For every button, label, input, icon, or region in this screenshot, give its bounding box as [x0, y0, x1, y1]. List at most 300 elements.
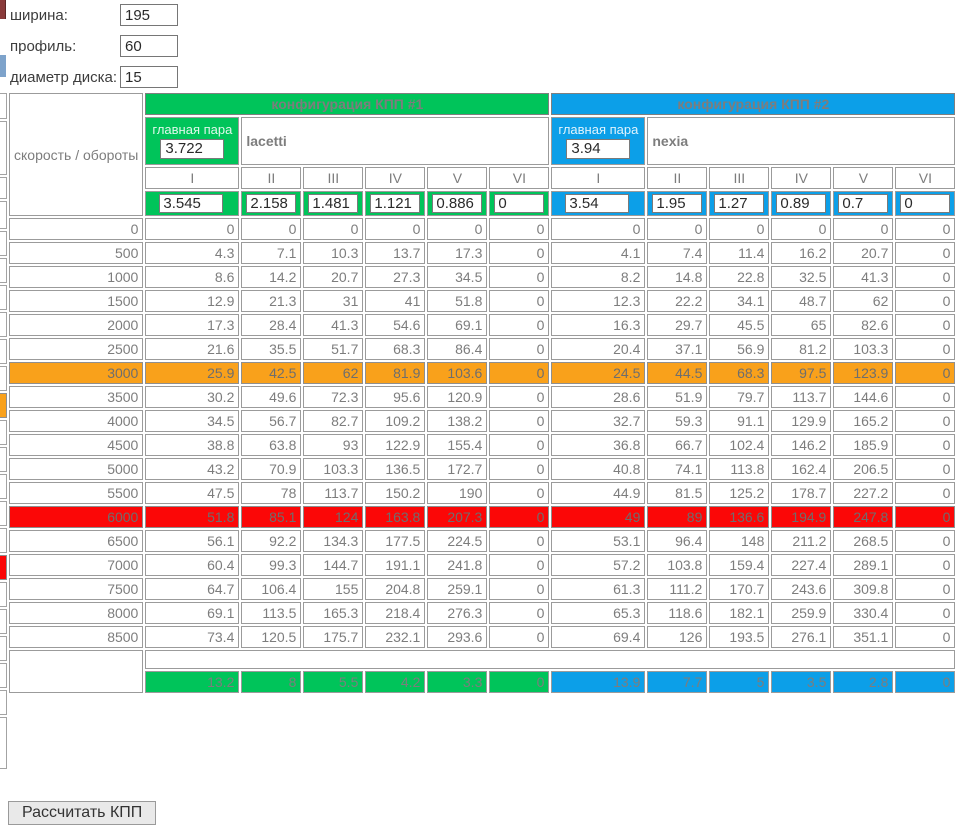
speed-cell-config1: 92.2	[241, 530, 301, 552]
speed-cell-config2: 51.9	[647, 386, 707, 408]
clipped-cell-fragment	[0, 609, 7, 634]
clipped-cell-fragment	[0, 582, 7, 607]
speed-cell-config2: 66.7	[647, 434, 707, 456]
gear-ratio-cell	[709, 191, 769, 216]
rpm-cell: 5000	[9, 458, 143, 480]
width-row	[10, 4, 178, 26]
speed-cell-config2: 16.2	[771, 242, 831, 264]
clipped-cell-fragment	[0, 420, 7, 445]
speed-cell-config1: 109.2	[365, 410, 425, 432]
gear-column-header: II	[241, 167, 301, 189]
final-drive-label: главная пара	[152, 121, 233, 137]
speed-cell-config2: 162.4	[771, 458, 831, 480]
gear-ratio-cell	[303, 191, 363, 216]
speed-cell-config1: 241.8	[427, 554, 487, 576]
gear-ratio-input[interactable]	[159, 194, 223, 213]
summary-cell-config2: 0	[895, 671, 955, 693]
clipped-cell-fragment	[0, 339, 7, 364]
speed-cell-config2: 0	[895, 554, 955, 576]
table-row	[9, 386, 955, 408]
speed-cell-config2: 0	[895, 362, 955, 384]
config1-banner: конфигурация КПП #1	[145, 93, 549, 115]
gear-ratio-input[interactable]	[494, 194, 544, 213]
gear-ratio-cell	[365, 191, 425, 216]
clipped-cell-fragment	[0, 447, 7, 472]
table-row	[9, 602, 955, 624]
speed-cell-config2: 0	[551, 218, 645, 240]
speed-cell-config2: 211.2	[771, 530, 831, 552]
speed-cell-config2: 276.1	[771, 626, 831, 648]
speed-cell-config2: 81.5	[647, 482, 707, 504]
speed-cell-config1: 204.8	[365, 578, 425, 600]
gear-ratio-input[interactable]	[565, 194, 629, 213]
speed-cell-config1: 64.7	[145, 578, 239, 600]
rpm-cell: 500	[9, 242, 143, 264]
config-banner-row	[9, 93, 955, 115]
speed-cell-config2: 102.4	[709, 434, 769, 456]
table-row	[9, 530, 955, 552]
speed-cell-config2: 0	[895, 602, 955, 624]
disk-diameter-label: диаметр диска:	[10, 68, 118, 86]
speed-cell-config1: 70.9	[241, 458, 301, 480]
summary-cell-config1: 8	[241, 671, 301, 693]
speed-cell-config2: 0	[895, 266, 955, 288]
speed-cell-config2: 20.4	[551, 338, 645, 360]
speed-cell-config2: 41.3	[833, 266, 893, 288]
table-row	[9, 458, 955, 480]
speed-cell-config1: 93	[303, 434, 363, 456]
speed-cell-config2: 68.3	[709, 362, 769, 384]
gear-ratio-cell	[145, 191, 239, 216]
speed-cell-config2: 12.3	[551, 290, 645, 312]
clipped-cell-fragment	[0, 177, 7, 199]
profile-input[interactable]	[120, 35, 178, 57]
speed-cell-config2: 148	[709, 530, 769, 552]
speed-cell-config1: 47.5	[145, 482, 239, 504]
speed-cell-config1: 54.6	[365, 314, 425, 336]
speed-cell-config2: 159.4	[709, 554, 769, 576]
speed-cell-config1: 56.7	[241, 410, 301, 432]
gear-ratio-input[interactable]	[370, 194, 420, 213]
speed-cell-config1: 0	[489, 410, 549, 432]
gear-ratio-cell	[551, 191, 645, 216]
speed-cell-config2: 62	[833, 290, 893, 312]
summary-cell-config1: 5.5	[303, 671, 363, 693]
table-row	[9, 434, 955, 456]
speed-cell-config2: 34.1	[709, 290, 769, 312]
speed-cell-config1: 293.6	[427, 626, 487, 648]
table-row	[9, 242, 955, 264]
speed-cell-config2: 79.7	[709, 386, 769, 408]
table-row	[9, 410, 955, 432]
speed-cell-config2: 65	[771, 314, 831, 336]
gear-column-header: IV	[365, 167, 425, 189]
speed-cell-config1: 172.7	[427, 458, 487, 480]
speed-cell-config1: 63.8	[241, 434, 301, 456]
summary-cell-config2: 13.9	[551, 671, 645, 693]
speed-cell-config1: 20.7	[303, 266, 363, 288]
speed-cell-config2: 36.8	[551, 434, 645, 456]
speed-cell-config2: 113.8	[709, 458, 769, 480]
speed-cell-config2: 111.2	[647, 578, 707, 600]
width-input[interactable]	[120, 4, 178, 26]
gear-column-header: VI	[489, 167, 549, 189]
gear-ratio-input[interactable]	[900, 194, 950, 213]
speed-cell-config1: 0	[489, 578, 549, 600]
gear-ratio-input[interactable]	[308, 194, 358, 213]
speed-cell-config1: 0	[489, 602, 549, 624]
rpm-cell: 7000	[9, 554, 143, 576]
config2-final-drive-input[interactable]	[566, 139, 630, 159]
speed-cell-config1: 136.5	[365, 458, 425, 480]
speed-cell-config1: 41.3	[303, 314, 363, 336]
speed-cell-config1: 138.2	[427, 410, 487, 432]
speed-cell-config2: 0	[895, 386, 955, 408]
speed-cell-config1: 144.7	[303, 554, 363, 576]
speed-cell-config2: 11.4	[709, 242, 769, 264]
speed-cell-config1: 165.3	[303, 602, 363, 624]
speed-cell-config2: 0	[895, 218, 955, 240]
speed-cell-config1: 28.4	[241, 314, 301, 336]
speed-cell-config1: 51.7	[303, 338, 363, 360]
speed-cell-config2: 48.7	[771, 290, 831, 312]
disk-diameter-input[interactable]	[120, 66, 178, 88]
table-row	[9, 506, 955, 528]
speed-cell-config1: 49.6	[241, 386, 301, 408]
clipped-cell-fragment	[0, 366, 7, 391]
speed-cell-config1: 51.8	[427, 290, 487, 312]
speed-cell-config2: 24.5	[551, 362, 645, 384]
gear-column-header: V	[427, 167, 487, 189]
speed-cell-config2: 227.2	[833, 482, 893, 504]
speed-cell-config1: 0	[489, 386, 549, 408]
table-row	[9, 266, 955, 288]
summary-cell-config2: 5	[709, 671, 769, 693]
rpm-cell: 4000	[9, 410, 143, 432]
speed-cell-config1: 68.3	[365, 338, 425, 360]
clipped-cell-fragment	[0, 501, 7, 526]
rpm-cell: 2500	[9, 338, 143, 360]
rpm-cell: 8000	[9, 602, 143, 624]
rpm-cell: 3500	[9, 386, 143, 408]
speed-cell-config2: 97.5	[771, 362, 831, 384]
rpm-cell: 8500	[9, 626, 143, 648]
speed-cell-config1: 0	[489, 506, 549, 528]
clipped-cell-fragment	[0, 285, 7, 310]
speed-cell-config2: 103.3	[833, 338, 893, 360]
speed-cell-config1: 103.6	[427, 362, 487, 384]
gear-ratio-cell	[427, 191, 487, 216]
table-row	[9, 482, 955, 504]
speed-cell-config2: 289.1	[833, 554, 893, 576]
speed-cell-config2: 146.2	[771, 434, 831, 456]
speed-cell-config2: 14.8	[647, 266, 707, 288]
speed-cell-config1: 0	[489, 218, 549, 240]
speed-cell-config1: 42.5	[241, 362, 301, 384]
speed-cell-config1: 86.4	[427, 338, 487, 360]
table-row	[9, 338, 955, 360]
speed-cell-config2: 0	[895, 530, 955, 552]
clipped-cell-fragment	[0, 201, 7, 229]
speed-cell-config1: 12.9	[145, 290, 239, 312]
rpm-cell: 4500	[9, 434, 143, 456]
speed-cell-config2: 32.5	[771, 266, 831, 288]
spacer-cell	[145, 650, 955, 669]
speed-cell-config2: 170.7	[709, 578, 769, 600]
gear-ratio-cell	[895, 191, 955, 216]
speed-cell-config2: 129.9	[771, 410, 831, 432]
gear-ratio-input[interactable]	[432, 194, 482, 213]
speed-cell-config2: 0	[895, 506, 955, 528]
table-row	[9, 218, 955, 240]
gear-column-header: III	[303, 167, 363, 189]
config2-final-drive-cell	[551, 117, 645, 165]
speed-cell-config2: 0	[895, 242, 955, 264]
gear-ratio-input-row	[9, 191, 955, 216]
rpm-cell: 6500	[9, 530, 143, 552]
spacer-row	[9, 650, 955, 669]
speed-cell-config1: 72.3	[303, 386, 363, 408]
gearbox-comparison-table	[7, 91, 957, 695]
clipped-cell-fragment	[0, 393, 7, 418]
speed-cell-config2: 165.2	[833, 410, 893, 432]
table-row	[9, 626, 955, 648]
clipped-cell-fragment	[0, 555, 7, 580]
speed-cell-config2: 56.9	[709, 338, 769, 360]
speed-cell-config2: 247.8	[833, 506, 893, 528]
speed-cell-config1: 43.2	[145, 458, 239, 480]
gear-ratio-cell	[489, 191, 549, 216]
speed-cell-config2: 74.1	[647, 458, 707, 480]
speed-cell-config2: 16.3	[551, 314, 645, 336]
speed-cell-config1: 4.3	[145, 242, 239, 264]
speed-cell-config1: 17.3	[427, 242, 487, 264]
rpm-cell: 3000	[9, 362, 143, 384]
speed-cell-config1: 224.5	[427, 530, 487, 552]
speed-cell-config2: 91.1	[709, 410, 769, 432]
speed-cell-config2: 0	[895, 458, 955, 480]
gear-ratio-cell	[833, 191, 893, 216]
config2-banner: конфигурация КПП #2	[551, 93, 955, 115]
speed-cell-config1: 0	[145, 218, 239, 240]
speed-cell-config2: 194.9	[771, 506, 831, 528]
speed-cell-config1: 17.3	[145, 314, 239, 336]
speed-cell-config1: 232.1	[365, 626, 425, 648]
gear-column-header: VI	[895, 167, 955, 189]
speed-cell-config1: 155.4	[427, 434, 487, 456]
speed-cell-config2: 0	[895, 434, 955, 456]
speed-cell-config1: 276.3	[427, 602, 487, 624]
speed-cell-config2: 0	[895, 578, 955, 600]
gear-column-header: I	[145, 167, 239, 189]
speed-cell-config1: 51.8	[145, 506, 239, 528]
speed-cell-config2: 44.5	[647, 362, 707, 384]
speed-cell-config2: 69.4	[551, 626, 645, 648]
speed-cell-config1: 103.3	[303, 458, 363, 480]
speed-cell-config1: 95.6	[365, 386, 425, 408]
speed-cell-config2: 0	[895, 338, 955, 360]
speed-rpm-corner-label: скорость / обороты	[9, 93, 143, 216]
config2-car-name: nexia	[647, 117, 955, 165]
speed-cell-config1: 0	[489, 458, 549, 480]
clipped-cell-fragment	[0, 258, 7, 283]
gear-ratio-input[interactable]	[246, 194, 296, 213]
speed-cell-config1: 218.4	[365, 602, 425, 624]
speed-cell-config1: 10.3	[303, 242, 363, 264]
table-row	[9, 290, 955, 312]
clipped-cell-fragment	[0, 231, 7, 256]
speed-cell-config2: 81.2	[771, 338, 831, 360]
speed-cell-config2: 0	[895, 314, 955, 336]
speed-cell-config1: 0	[303, 218, 363, 240]
speed-cell-config2: 243.6	[771, 578, 831, 600]
final-drive-row	[9, 117, 955, 165]
speed-cell-config1: 0	[365, 218, 425, 240]
speed-cell-config1: 155	[303, 578, 363, 600]
calculate-gearbox-button[interactable]: Рассчитать КПП	[8, 801, 156, 825]
rpm-cell: 7500	[9, 578, 143, 600]
speed-cell-config1: 163.8	[365, 506, 425, 528]
summary-cell-config1: 4.2	[365, 671, 425, 693]
speed-cell-config2: 20.7	[833, 242, 893, 264]
final-drive-label: главная пара	[558, 121, 639, 137]
gear-ratio-cell	[241, 191, 301, 216]
speed-cell-config1: 21.6	[145, 338, 239, 360]
speed-cell-config1: 69.1	[427, 314, 487, 336]
rpm-cell: 6000	[9, 506, 143, 528]
speed-cell-config1: 175.7	[303, 626, 363, 648]
speed-cell-config2: 65.3	[551, 602, 645, 624]
speed-cell-config1: 0	[241, 218, 301, 240]
speed-cell-config2: 59.3	[647, 410, 707, 432]
speed-cell-config2: 351.1	[833, 626, 893, 648]
speed-cell-config2: 330.4	[833, 602, 893, 624]
clipped-cell-fragment	[0, 474, 7, 499]
gear-column-header: II	[647, 167, 707, 189]
clipped-element-fragment	[0, 55, 6, 77]
gear-ratio-input[interactable]	[776, 194, 826, 213]
speed-cell-config2: 29.7	[647, 314, 707, 336]
gear-column-header: V	[833, 167, 893, 189]
clipped-cell-fragment	[0, 312, 7, 337]
speed-cell-config1: 34.5	[427, 266, 487, 288]
rpm-cell: 2000	[9, 314, 143, 336]
gear-column-header: I	[551, 167, 645, 189]
speed-cell-config1: 73.4	[145, 626, 239, 648]
speed-cell-config2: 113.7	[771, 386, 831, 408]
speed-cell-config1: 124	[303, 506, 363, 528]
speed-cell-config2: 0	[709, 218, 769, 240]
speed-cell-config2: 259.9	[771, 602, 831, 624]
clipped-cell-fragment	[0, 690, 7, 715]
speed-cell-config1: 0	[489, 290, 549, 312]
gear-ratio-input[interactable]	[714, 194, 764, 213]
table-row	[9, 554, 955, 576]
speed-cell-config1: 150.2	[365, 482, 425, 504]
speed-cell-config1: 113.7	[303, 482, 363, 504]
gear-ratio-cell	[647, 191, 707, 216]
speed-cell-config2: 0	[647, 218, 707, 240]
summary-cell-config1: 0	[489, 671, 549, 693]
speed-cell-config2: 28.6	[551, 386, 645, 408]
config1-final-drive-cell	[145, 117, 239, 165]
table-row	[9, 578, 955, 600]
speed-cell-config2: 0	[833, 218, 893, 240]
speed-cell-config1: 134.3	[303, 530, 363, 552]
disk-diameter-row	[10, 66, 178, 88]
speed-cell-config2: 178.7	[771, 482, 831, 504]
speed-cell-config1: 0	[489, 338, 549, 360]
speed-cell-config1: 0	[489, 626, 549, 648]
speed-cell-config2: 227.4	[771, 554, 831, 576]
speed-cell-config2: 185.9	[833, 434, 893, 456]
speed-cell-config2: 57.2	[551, 554, 645, 576]
speed-cell-config1: 259.1	[427, 578, 487, 600]
speed-cell-config1: 0	[489, 530, 549, 552]
speed-cell-config1: 207.3	[427, 506, 487, 528]
speed-cell-config2: 40.8	[551, 458, 645, 480]
speed-cell-config2: 44.9	[551, 482, 645, 504]
config1-final-drive-input[interactable]	[160, 139, 224, 159]
speed-cell-config1: 14.2	[241, 266, 301, 288]
clipped-cell-fragment	[0, 121, 7, 175]
speed-cell-config1: 41	[365, 290, 425, 312]
speed-cell-config1: 38.8	[145, 434, 239, 456]
summary-row	[9, 671, 955, 693]
speed-cell-config1: 62	[303, 362, 363, 384]
speed-cell-config1: 56.1	[145, 530, 239, 552]
speed-cell-config1: 120.5	[241, 626, 301, 648]
clipped-element-fragment	[0, 0, 6, 19]
speed-cell-config2: 37.1	[647, 338, 707, 360]
clipped-cell-fragment	[0, 528, 7, 553]
speed-cell-config2: 89	[647, 506, 707, 528]
gear-ratio-input[interactable]	[652, 194, 702, 213]
speed-cell-config1: 177.5	[365, 530, 425, 552]
speed-cell-config2: 8.2	[551, 266, 645, 288]
speed-cell-config2: 182.1	[709, 602, 769, 624]
bottom-left-blank-cell	[9, 650, 143, 693]
speed-cell-config2: 0	[895, 482, 955, 504]
rpm-cell: 1000	[9, 266, 143, 288]
speed-cell-config1: 69.1	[145, 602, 239, 624]
gear-ratio-input[interactable]	[838, 194, 888, 213]
speed-cell-config1: 106.4	[241, 578, 301, 600]
summary-cell-config1: 3.3	[427, 671, 487, 693]
speed-cell-config1: 0	[489, 314, 549, 336]
speed-cell-config2: 96.4	[647, 530, 707, 552]
table-row	[9, 314, 955, 336]
speed-cell-config1: 0	[489, 434, 549, 456]
speed-cell-config2: 0	[895, 290, 955, 312]
speed-cell-config2: 268.5	[833, 530, 893, 552]
speed-cell-config2: 32.7	[551, 410, 645, 432]
speed-cell-config1: 78	[241, 482, 301, 504]
speed-cell-config1: 191.1	[365, 554, 425, 576]
speed-cell-config1: 0	[427, 218, 487, 240]
speed-cell-config1: 0	[489, 242, 549, 264]
summary-cell-config2: 3.5	[771, 671, 831, 693]
speed-cell-config2: 206.5	[833, 458, 893, 480]
profile-label: профиль:	[10, 37, 77, 55]
clipped-cell-fragment	[0, 717, 7, 769]
speed-cell-config2: 0	[895, 626, 955, 648]
speed-cell-config1: 13.7	[365, 242, 425, 264]
speed-cell-config1: 0	[489, 362, 549, 384]
speed-cell-config1: 30.2	[145, 386, 239, 408]
speed-cell-config2: 22.8	[709, 266, 769, 288]
speed-cell-config1: 0	[489, 266, 549, 288]
